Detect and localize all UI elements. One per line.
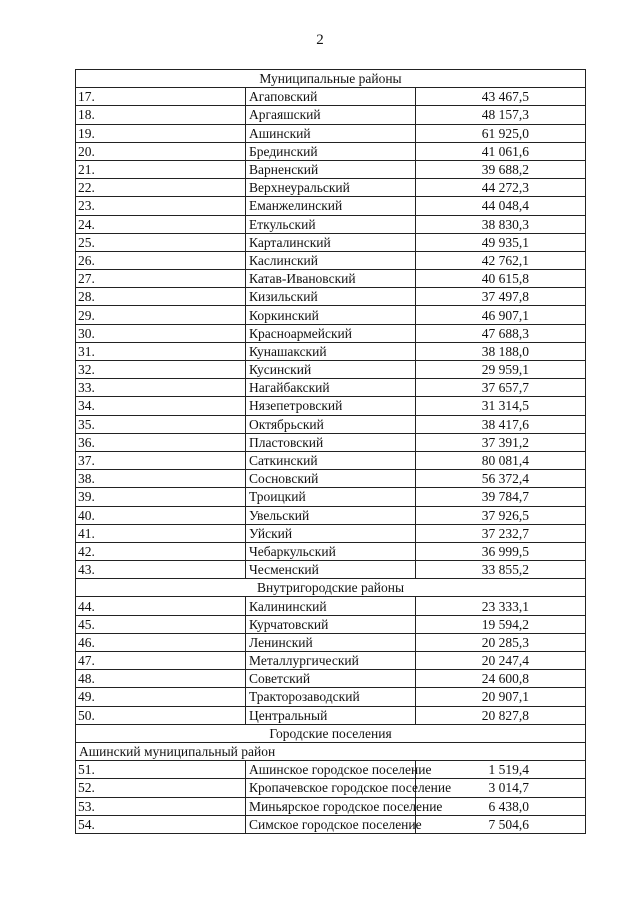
row-number: 41. xyxy=(76,524,246,542)
row-name: Кропачевское городское поселение xyxy=(246,779,416,797)
row-name: Нязепетровский xyxy=(246,397,416,415)
table-row xyxy=(76,524,586,542)
row-value: 37 232,7 xyxy=(416,524,586,542)
row-name: Ашинское городское поселение xyxy=(246,761,416,779)
table-row xyxy=(76,451,586,469)
table-row xyxy=(76,215,586,233)
section-header-row xyxy=(76,579,586,597)
row-number: 54. xyxy=(76,815,246,833)
row-value: 3 014,7 xyxy=(416,779,586,797)
table-row xyxy=(76,488,586,506)
table-row xyxy=(76,88,586,106)
row-name: Ашинский xyxy=(246,124,416,142)
row-value: 24 600,8 xyxy=(416,670,586,688)
row-number: 44. xyxy=(76,597,246,615)
row-number: 48. xyxy=(76,670,246,688)
row-name: Ленинский xyxy=(246,633,416,651)
table-row xyxy=(76,542,586,560)
row-number: 35. xyxy=(76,415,246,433)
row-number: 20. xyxy=(76,142,246,160)
table-row xyxy=(76,306,586,324)
row-number: 42. xyxy=(76,542,246,560)
row-value: 47 688,3 xyxy=(416,324,586,342)
budget-table xyxy=(75,69,586,834)
row-number: 49. xyxy=(76,688,246,706)
row-value: 80 081,4 xyxy=(416,451,586,469)
row-name: Брединский xyxy=(246,142,416,160)
row-name: Еманжелинский xyxy=(246,197,416,215)
row-value: 33 855,2 xyxy=(416,561,586,579)
row-value: 37 391,2 xyxy=(416,433,586,451)
subsection-title: Ашинский муниципальный район xyxy=(76,742,586,760)
row-name: Кунашакский xyxy=(246,342,416,360)
table-row xyxy=(76,670,586,688)
table-row xyxy=(76,124,586,142)
row-number: 23. xyxy=(76,197,246,215)
table-row xyxy=(76,652,586,670)
row-value: 40 615,8 xyxy=(416,270,586,288)
row-value: 23 333,1 xyxy=(416,597,586,615)
row-value: 20 827,8 xyxy=(416,706,586,724)
row-name: Чебаркульский xyxy=(246,542,416,560)
table-row xyxy=(76,561,586,579)
table-row xyxy=(76,179,586,197)
row-name: Варненский xyxy=(246,160,416,178)
table-row xyxy=(76,197,586,215)
row-name: Сосновский xyxy=(246,470,416,488)
row-number: 50. xyxy=(76,706,246,724)
row-name: Пластовский xyxy=(246,433,416,451)
table-row xyxy=(76,342,586,360)
section-header-row xyxy=(76,70,586,88)
table-row xyxy=(76,506,586,524)
table-row xyxy=(76,470,586,488)
table-row xyxy=(76,233,586,251)
row-name: Каслинский xyxy=(246,251,416,269)
row-name: Кизильский xyxy=(246,288,416,306)
row-number: 53. xyxy=(76,797,246,815)
row-value: 43 467,5 xyxy=(416,88,586,106)
row-name: Октябрьский xyxy=(246,415,416,433)
row-value: 7 504,6 xyxy=(416,815,586,833)
row-name: Красноармейский xyxy=(246,324,416,342)
row-value: 37 926,5 xyxy=(416,506,586,524)
table-row xyxy=(76,706,586,724)
row-name: Агаповский xyxy=(246,88,416,106)
row-name: Симское городское поселение xyxy=(246,815,416,833)
row-value: 20 247,4 xyxy=(416,652,586,670)
table-row xyxy=(76,415,586,433)
row-value: 37 497,8 xyxy=(416,288,586,306)
row-number: 21. xyxy=(76,160,246,178)
table-row xyxy=(76,433,586,451)
row-number: 40. xyxy=(76,506,246,524)
row-name: Советский xyxy=(246,670,416,688)
row-number: 47. xyxy=(76,652,246,670)
row-number: 51. xyxy=(76,761,246,779)
row-name: Коркинский xyxy=(246,306,416,324)
table-row xyxy=(76,251,586,269)
row-number: 37. xyxy=(76,451,246,469)
row-number: 36. xyxy=(76,433,246,451)
row-value: 6 438,0 xyxy=(416,797,586,815)
row-name: Нагайбакский xyxy=(246,379,416,397)
section-title: Муниципальные районы xyxy=(76,70,586,88)
row-name: Курчатовский xyxy=(246,615,416,633)
table-row xyxy=(76,761,586,779)
row-value: 38 188,0 xyxy=(416,342,586,360)
table-row xyxy=(76,815,586,833)
row-number: 33. xyxy=(76,379,246,397)
table-row xyxy=(76,797,586,815)
row-number: 52. xyxy=(76,779,246,797)
row-value: 20 285,3 xyxy=(416,633,586,651)
row-value: 37 657,7 xyxy=(416,379,586,397)
row-number: 18. xyxy=(76,106,246,124)
row-name: Верхнеуральский xyxy=(246,179,416,197)
row-value: 36 999,5 xyxy=(416,542,586,560)
row-value: 61 925,0 xyxy=(416,124,586,142)
table-row xyxy=(76,270,586,288)
row-number: 26. xyxy=(76,251,246,269)
table-row xyxy=(76,324,586,342)
row-number: 24. xyxy=(76,215,246,233)
row-number: 38. xyxy=(76,470,246,488)
table-row xyxy=(76,597,586,615)
row-value: 46 907,1 xyxy=(416,306,586,324)
row-value: 19 594,2 xyxy=(416,615,586,633)
table-row xyxy=(76,288,586,306)
row-value: 49 935,1 xyxy=(416,233,586,251)
row-name: Катав-Ивановский xyxy=(246,270,416,288)
row-number: 32. xyxy=(76,361,246,379)
row-number: 27. xyxy=(76,270,246,288)
subsection-header-row xyxy=(76,742,586,760)
row-name: Тракторозаводский xyxy=(246,688,416,706)
row-number: 43. xyxy=(76,561,246,579)
row-value: 44 272,3 xyxy=(416,179,586,197)
row-number: 39. xyxy=(76,488,246,506)
section-header-row xyxy=(76,724,586,742)
row-name: Еткульский xyxy=(246,215,416,233)
table-row xyxy=(76,361,586,379)
row-value: 20 907,1 xyxy=(416,688,586,706)
row-number: 19. xyxy=(76,124,246,142)
row-number: 30. xyxy=(76,324,246,342)
row-name: Аргаяшский xyxy=(246,106,416,124)
table-row xyxy=(76,633,586,651)
row-name: Увельский xyxy=(246,506,416,524)
table-row xyxy=(76,160,586,178)
table-row xyxy=(76,615,586,633)
row-name: Миньярское городское поселение xyxy=(246,797,416,815)
page-number: 2 xyxy=(316,32,324,48)
row-value: 31 314,5 xyxy=(416,397,586,415)
row-name: Калининский xyxy=(246,597,416,615)
row-number: 31. xyxy=(76,342,246,360)
row-name: Троицкий xyxy=(246,488,416,506)
row-value: 56 372,4 xyxy=(416,470,586,488)
row-number: 25. xyxy=(76,233,246,251)
row-number: 34. xyxy=(76,397,246,415)
row-name: Центральный xyxy=(246,706,416,724)
row-number: 28. xyxy=(76,288,246,306)
row-value: 42 762,1 xyxy=(416,251,586,269)
row-name: Металлургический xyxy=(246,652,416,670)
row-value: 1 519,4 xyxy=(416,761,586,779)
row-number: 46. xyxy=(76,633,246,651)
row-number: 22. xyxy=(76,179,246,197)
row-value: 44 048,4 xyxy=(416,197,586,215)
row-name: Чесменский xyxy=(246,561,416,579)
row-number: 17. xyxy=(76,88,246,106)
row-value: 39 688,2 xyxy=(416,160,586,178)
table-body xyxy=(76,70,586,834)
row-value: 48 157,3 xyxy=(416,106,586,124)
section-title: Внутригородские районы xyxy=(76,579,586,597)
row-value: 38 417,6 xyxy=(416,415,586,433)
table-row xyxy=(76,779,586,797)
row-name: Саткинский xyxy=(246,451,416,469)
row-name: Уйский xyxy=(246,524,416,542)
table-row xyxy=(76,688,586,706)
section-title: Городские поселения xyxy=(76,724,586,742)
row-name: Карталинский xyxy=(246,233,416,251)
table-row xyxy=(76,142,586,160)
row-value: 41 061,6 xyxy=(416,142,586,160)
row-number: 45. xyxy=(76,615,246,633)
row-name: Кусинский xyxy=(246,361,416,379)
table-row xyxy=(76,397,586,415)
table-row xyxy=(76,106,586,124)
row-value: 39 784,7 xyxy=(416,488,586,506)
row-value: 38 830,3 xyxy=(416,215,586,233)
row-value: 29 959,1 xyxy=(416,361,586,379)
row-number: 29. xyxy=(76,306,246,324)
table-row xyxy=(76,379,586,397)
